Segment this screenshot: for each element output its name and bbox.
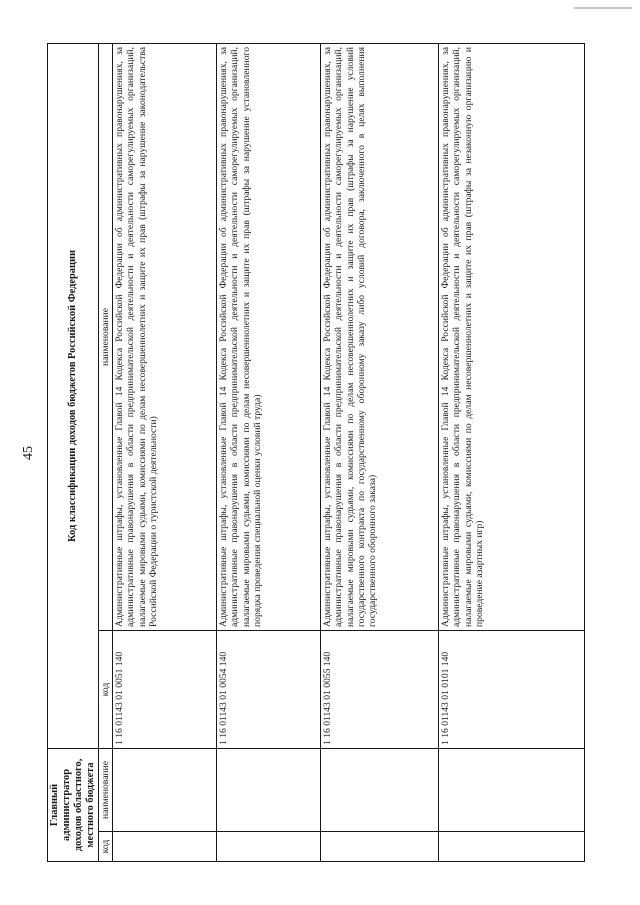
subheader-admin-name: наименование	[98, 748, 112, 831]
subheader-admin-code: код	[98, 832, 112, 862]
table-row	[439, 43, 585, 861]
row-code: 1 16 01143 01 0051 140	[113, 630, 217, 748]
row-code: 1 16 01143 01 0101 140	[439, 630, 585, 748]
header-admin: Главный администратор доходов областного, местного бюджета	[48, 748, 99, 861]
row-code: 1 16 01143 01 0055 140	[321, 630, 439, 748]
row-admin-code	[113, 832, 217, 862]
row-code: 1 16 01143 01 0054 140	[217, 630, 321, 748]
row-name: Административные штрафы, установленные Главой 14 Кодекса Российской Федерации об административных правонарушениях, за административные правонарушения в области предпринимательской деятельности и деятельности саморегулируемых организаций, налагаемые мировыми судьями, комиссиями по делам несовершеннолетних и защите их прав (штрафы за нарушение условий государственного контракта по государственному оборонному заказу либо условий договора, заключенного в целях выполнения государственного оборонного заказа)	[321, 43, 439, 630]
header-row	[48, 43, 99, 861]
row-name: Административные штрафы, установленные Главой 14 Кодекса Российской Федерации об административных правонарушениях, за административные правонарушения в области предпринимательской деятельности и деятельности саморегулируемых организаций, налагаемые мировыми судьями, комиссиями по делам несовершеннолетних и защите их прав (штрафы за нарушение законодательства Российской Федерации о туристской деятельности)	[113, 43, 217, 630]
row-name: Административные штрафы, установленные Главой 14 Кодекса Российской Федерации об административных правонарушениях, за административные правонарушения в области предпринимательской деятельности и деятельности саморегулируемых организаций, налагаемые мировыми судьями, комиссиями по делам несовершеннолетних и защите их прав (штрафы за нарушение установленного порядка проведения специальной оценки условий труда)	[217, 43, 321, 630]
table-row	[113, 43, 217, 861]
header-classification: Код классификации доходов бюджетов Российской Федерации	[48, 43, 99, 748]
subheader-name: наименование	[98, 43, 112, 630]
rotated-page	[21, 44, 585, 862]
row-admin-code	[217, 832, 321, 862]
table-row	[321, 43, 439, 861]
subheader-row	[98, 43, 112, 861]
row-admin-code	[321, 832, 439, 862]
income-classification-table	[47, 43, 585, 862]
row-name: Административные штрафы, установленные Главой 14 Кодекса Российской Федерации об административных правонарушениях, за административные правонарушения в области предпринимательской деятельности и деятельности саморегулируемых организаций, налагаемые мировыми судьями, комиссиями по делам несовершеннолетних и защите их прав (штрафы за незаконную организацию и проведение азартных игр)	[439, 43, 585, 630]
scan-edge-mark	[574, 7, 632, 9]
row-admin-code	[439, 832, 585, 862]
page-number: 45	[21, 446, 36, 460]
row-admin-name	[217, 748, 321, 831]
row-admin-name	[113, 748, 217, 831]
row-admin-name	[439, 748, 585, 831]
table-row	[217, 43, 321, 861]
subheader-code: код	[98, 630, 112, 748]
row-admin-name	[321, 748, 439, 831]
